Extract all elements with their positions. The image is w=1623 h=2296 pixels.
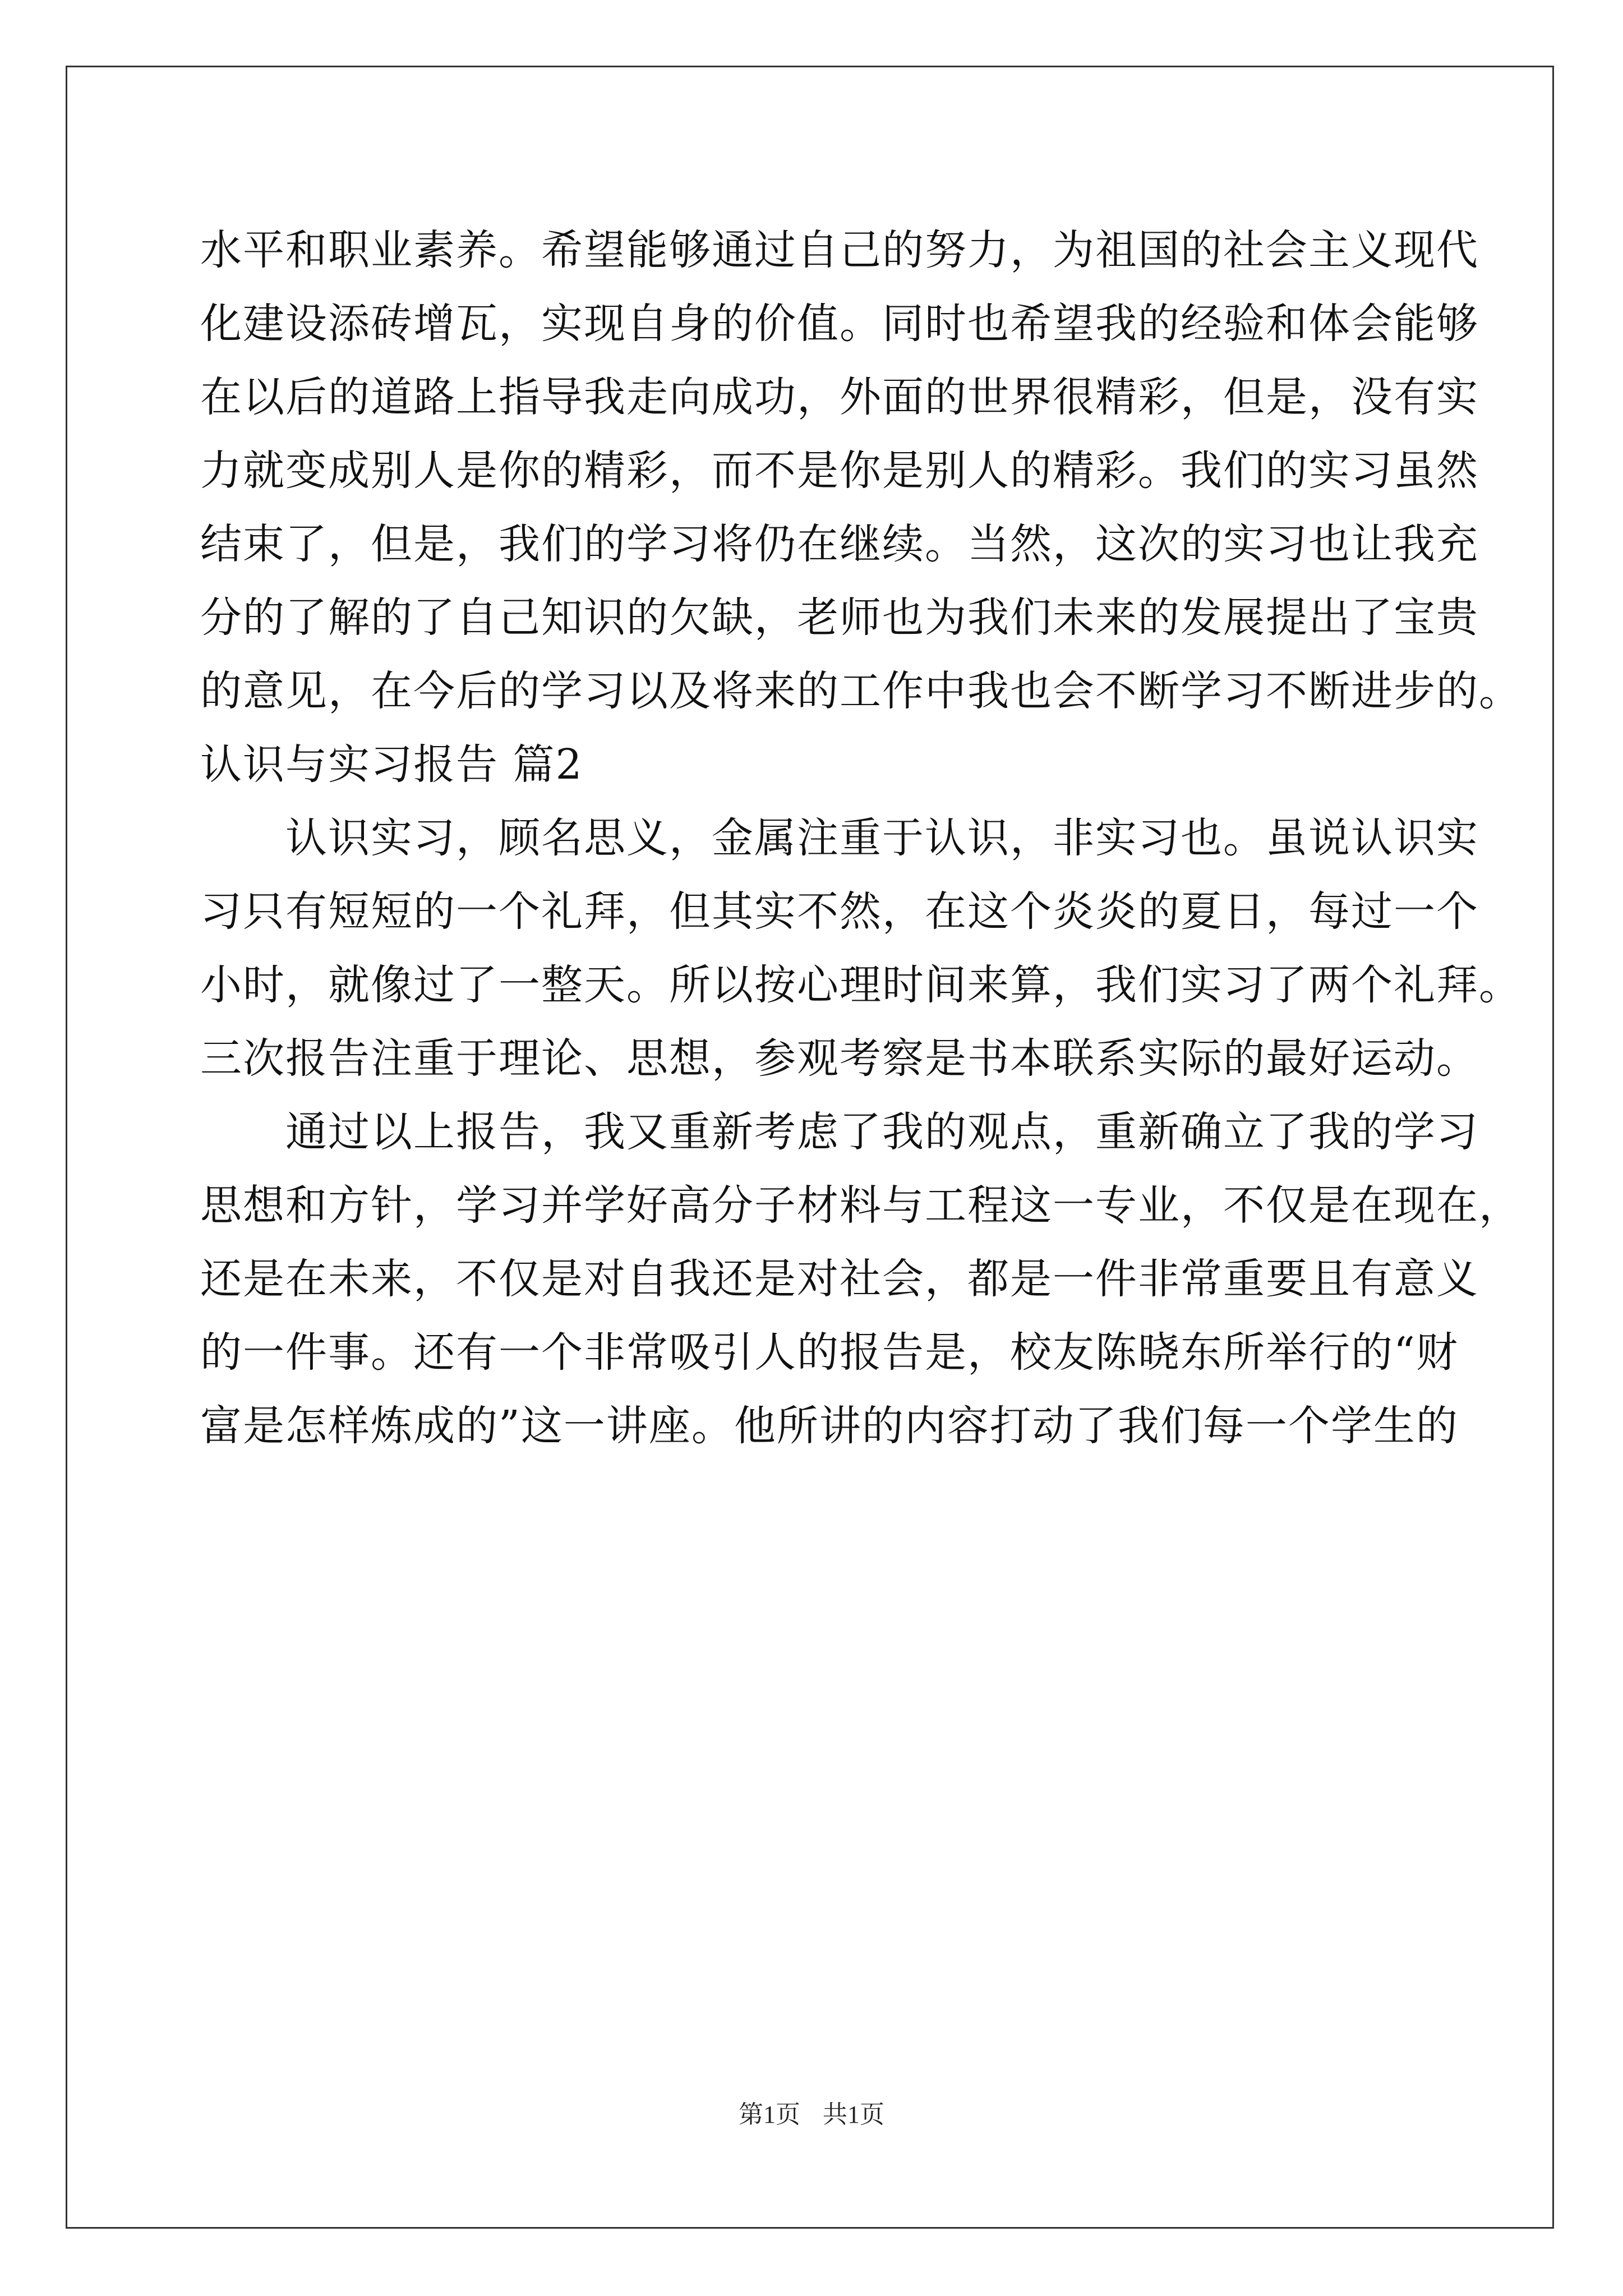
text-line: 通过以上报告，我又重新考虑了我的观点，重新确立了我的学习 [200, 1108, 1479, 1156]
text-line: 水平和职业素养。希望能够通过自己的努力，为祖国的社会主义现代 [200, 226, 1479, 274]
page-number: 第1页 [739, 2101, 800, 2128]
text-line: 思想和方针，学习并学好高分子材料与工程这一专业，不仅是在现在， [200, 1181, 1521, 1230]
text-line: 习只有短短的一个礼拜，但其实不然，在这个炎炎的夏日，每过一个 [200, 887, 1479, 936]
text-line: 还是在未来，不仅是对自我还是对社会，都是一件非常重要且有意义 [200, 1255, 1479, 1303]
text-line: 分的了解的了自己知识的欠缺，老师也为我们未来的发展提出了宝贵 [200, 593, 1479, 642]
page-total: 共1页 [823, 2101, 884, 2128]
section-heading: 认识与实习报告 篇2 [200, 740, 583, 789]
text-line: 结束了，但是，我们的学习将仍在继续。当然，这次的实习也让我充 [200, 520, 1479, 568]
text-line: 力就变成别人是你的精彩，而不是你是别人的精彩。我们的实习虽然 [200, 447, 1479, 495]
text-line: 富是怎样炼成的”这一讲座。他所讲的内容打动了我们每一个学生的 [200, 1402, 1459, 1450]
text-line: 的一件事。还有一个非常吸引人的报告是，校友陈晓东所举行的“财 [200, 1328, 1459, 1377]
text-line: 的意见，在今后的学习以及将来的工作中我也会不断学习不断进步的。 [200, 667, 1521, 715]
text-line: 小时，就像过了一整天。所以按心理时间来算，我们实习了两个礼拜。 [200, 961, 1521, 1009]
page-footer [0, 2098, 1623, 2132]
text-line: 认识实习，顾名思义，金属注重于认识，非实习也。虽说认识实 [200, 814, 1479, 862]
text-line: 三次报告注重于理论、思想，参观考察是书本联系实际的最好运动。 [200, 1034, 1479, 1083]
text-line: 在以后的道路上指导我走向成功，外面的世界很精彩，但是，没有实 [200, 373, 1479, 421]
text-line: 化建设添砖增瓦，实现自身的价值。同时也希望我的经验和体会能够 [200, 300, 1479, 348]
